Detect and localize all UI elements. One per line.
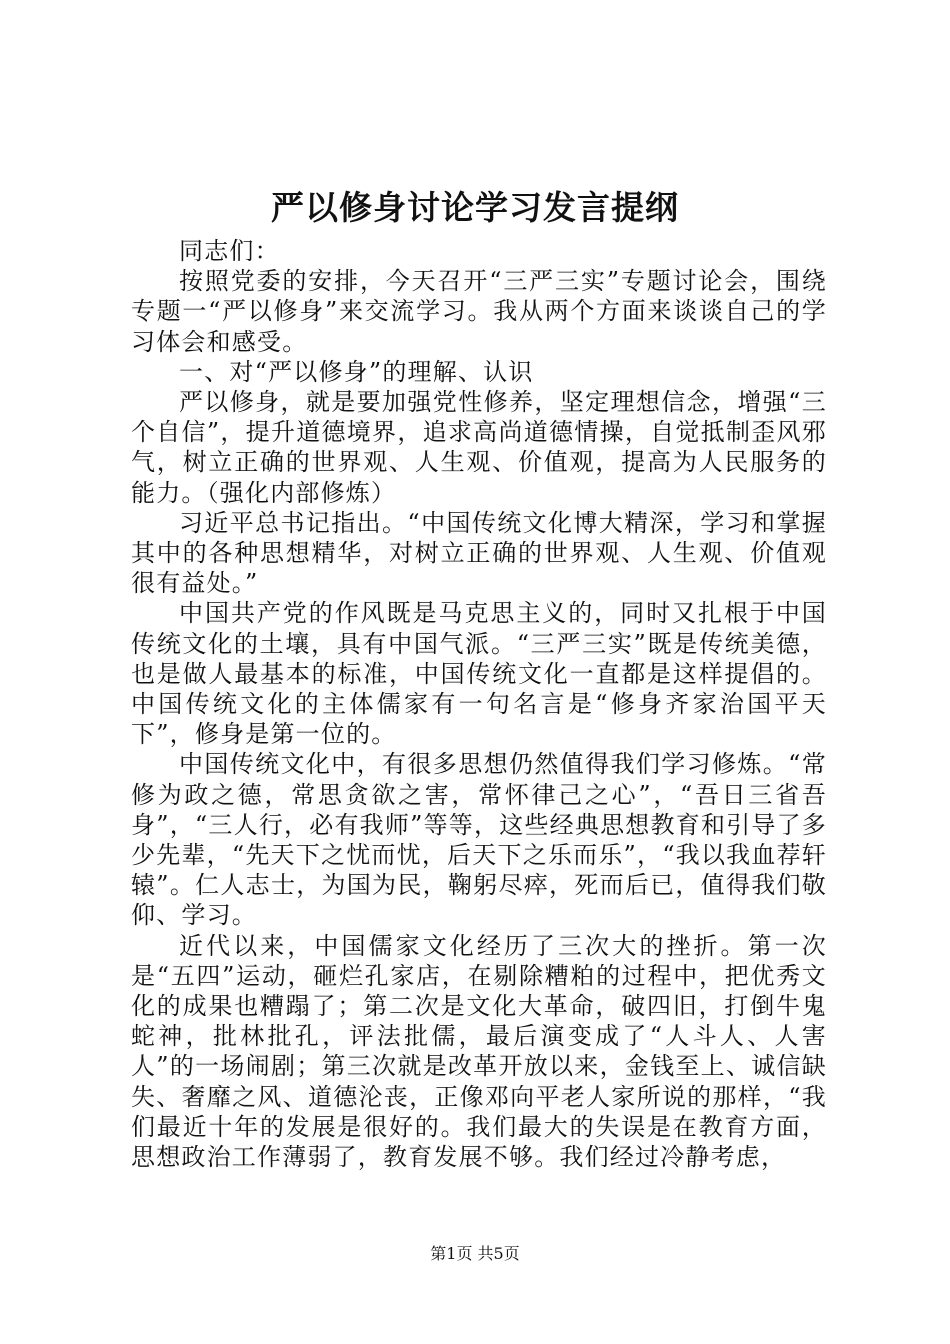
document-body [131, 236, 827, 1172]
intro-paragraph: 按照党委的安排，今天召开“三严三实”专题讨论会，围绕专题一“严以修身”来交流学习。我从两个方面来谈谈自己的学习体会和感受。 [131, 267, 827, 356]
salutation-paragraph: 同志们： [179, 237, 280, 265]
body-paragraph: 习近平总书记指出。“中国传统文化博大精深，学习和掌握其中的各种思想精华，对树立正确的世界观、人生观、价值观很有益处。” [131, 508, 827, 598]
page-number-footer: 第1页 共5页 [430, 1244, 520, 1263]
body-paragraph: 中国传统文化中，有很多思想仍然值得我们学习修炼。“常修为政之德，常思贪欲之害，常怀律己之心”，“吾日三省吾身”，“三人行，必有我师”等等，这些经典思想教育和引导了多少先辈，“先天下之忧而忧，后天下之乐而乐”，“我以我血荐轩辕”。仁人志士，为国为民，鞠躬尽瘁，死而后已，值得我们敬仰、学习。 [131, 750, 827, 930]
body-paragraph: 严以修身，就是要加强党性修养，坚定理想信念，增强“三个自信”，提升道德境界，追求高尚道德情操，自觉抵制歪风邪气，树立正确的世界观、人生观、价值观，提高为人民服务的能力。（强化内部修炼） [131, 388, 827, 507]
section-heading: 一、对“严以修身”的理解、认识 [179, 357, 534, 386]
body-paragraph: 中国共产党的作风既是马克思主义的，同时又扎根于中国传统文化的土壤，具有中国气派。“三严三实”既是传统美德，也是做人最基本的标准，中国传统文化一直都是这样提倡的。中国传统文化的主体儒家有一句名言是“修身齐家治国平天下”，修身是第一位的。 [131, 599, 827, 749]
body-paragraph: 近代以来，中国儒家文化经历了三次大的挫折。第一次是“五四”运动，砸烂孔家店，在剔除糟粕的过程中，把优秀文化的成果也糟蹋了；第二次是文化大革命，破四旧，打倒牛鬼蛇神，批林批孔，评法批儒，最后演变成了“人斗人、人害人”的一场闹剧；第三次就是改革开放以来，金钱至上、诚信缺失、奢靡之风、道德沦丧，正像邓向平老人家所说的那样，“我们最近十年的发展是很好的。我们最大的失误是在教育方面，思想政治工作薄弱了，教育发展不够。我们经过冷静考虑， [131, 931, 827, 1172]
document-title: 严以修身讨论学习发言提纲 [271, 188, 679, 227]
